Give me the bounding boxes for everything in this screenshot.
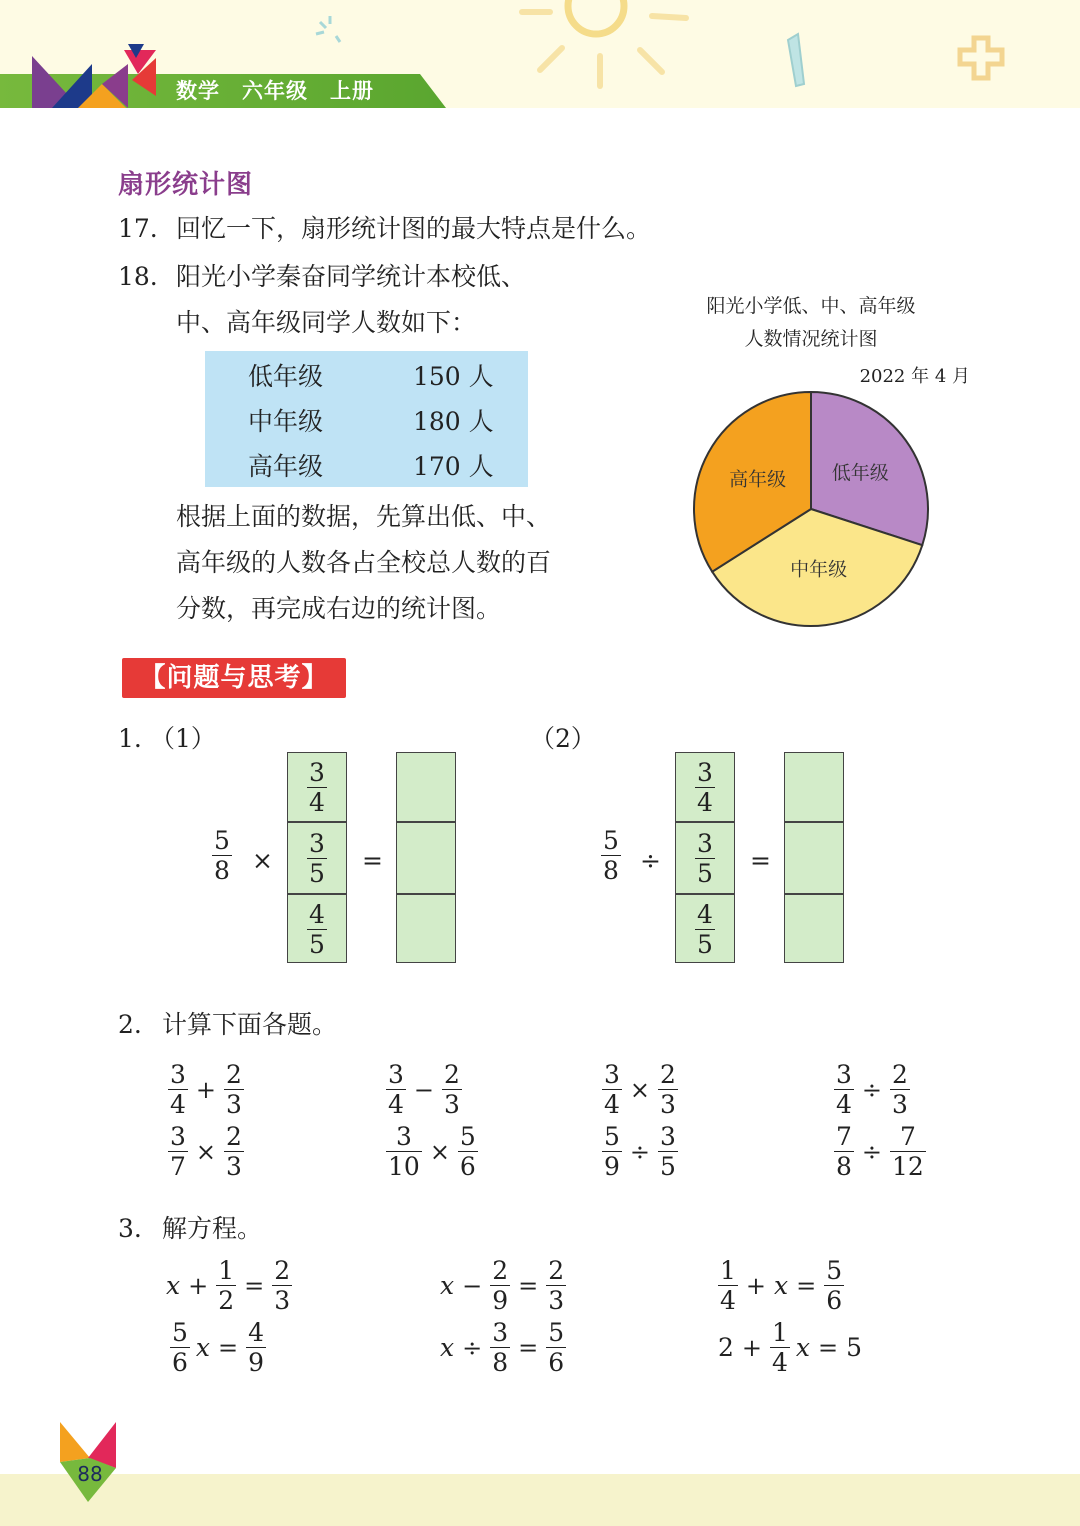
table-row: [205, 444, 528, 489]
q17-number: 17.: [118, 214, 158, 243]
numerator: 1: [772, 1318, 788, 1347]
calc-expression: [834, 1124, 926, 1179]
numerator: 3: [697, 829, 713, 858]
denominator: 4: [604, 1090, 620, 1119]
chart-date: 2022 年 4 月: [859, 366, 970, 387]
denominator: 4: [388, 1090, 404, 1119]
denominator: 3: [660, 1090, 676, 1119]
numerator: 3: [836, 1060, 852, 1089]
denominator: 12: [892, 1152, 924, 1181]
numerator: 3: [697, 758, 713, 787]
denominator: 4: [697, 788, 713, 817]
equals-sign: =: [218, 1333, 239, 1362]
book-title: 数学 六年级 上册: [176, 79, 374, 103]
denominator: 3: [548, 1286, 565, 1315]
denominator: 6: [826, 1286, 843, 1315]
calc-expression: [834, 1062, 910, 1117]
operator: ×: [629, 1075, 651, 1104]
footer-band: [0, 1474, 1080, 1526]
numerator: 5: [214, 826, 230, 855]
variable: x: [795, 1333, 811, 1362]
denominator: 2: [218, 1286, 235, 1315]
equals-sign: =: [362, 846, 383, 875]
numerator: 5: [603, 826, 619, 855]
tangram-logo-icon: [32, 44, 162, 108]
count-cell: 150 人: [413, 362, 494, 391]
p1-number: 1.: [118, 724, 142, 753]
variable: x: [166, 1271, 181, 1300]
equation: [440, 1258, 566, 1313]
numerator: 3: [309, 829, 325, 858]
chart-title-line1: 阳光小学低、中、高年级: [706, 295, 916, 317]
numerator: 5: [826, 1256, 843, 1285]
calc-expression: [386, 1062, 462, 1117]
chart-title-line2: 人数情况统计图: [744, 328, 878, 350]
p3-number: 3.: [118, 1214, 142, 1243]
column-cell: [288, 895, 346, 963]
denominator: 6: [172, 1348, 188, 1377]
denominator: 8: [214, 856, 230, 885]
denominator: 6: [459, 1152, 476, 1181]
p1-left-fraction: [212, 828, 232, 883]
equation: [170, 1320, 266, 1375]
numerator: 3: [388, 1060, 404, 1089]
numerator: 7: [836, 1122, 852, 1151]
equation: [718, 1320, 862, 1375]
numerator: 2: [548, 1256, 565, 1285]
numerator: 4: [697, 899, 713, 929]
denominator: 3: [226, 1152, 242, 1181]
numerator: 3: [660, 1122, 676, 1151]
denominator: 5: [660, 1152, 676, 1181]
denominator: 10: [388, 1152, 420, 1181]
denominator: 9: [604, 1152, 620, 1181]
constant: 2: [718, 1333, 734, 1362]
equals-sign: =: [750, 846, 771, 875]
variable: x: [440, 1271, 455, 1300]
numerator: 2: [226, 1122, 242, 1151]
equals-sign: =: [796, 1271, 817, 1300]
numerator: 5: [172, 1318, 188, 1347]
numerator: 2: [492, 1256, 509, 1285]
grade-cell: 中年级: [248, 407, 324, 436]
constant: 5: [846, 1333, 863, 1362]
numerator: 5: [548, 1318, 565, 1347]
denominator: 8: [836, 1152, 852, 1181]
operator: ÷: [462, 1333, 483, 1362]
answer-column: [784, 752, 844, 963]
operator: ÷: [629, 1137, 651, 1166]
numerator: 1: [218, 1256, 235, 1285]
column-cell: [676, 823, 734, 894]
p1-part1: （1）: [150, 724, 216, 753]
answer-column: [396, 752, 456, 963]
denominator: 5: [697, 929, 713, 959]
p3-text: 解方程。: [162, 1214, 263, 1243]
calc-expression: [168, 1124, 244, 1179]
equals-sign: =: [518, 1271, 539, 1300]
operator: ÷: [861, 1137, 883, 1166]
q18-number: 18.: [118, 262, 158, 291]
count-cell: 180 人: [413, 407, 494, 436]
numerator: 2: [226, 1060, 242, 1089]
table-row: [205, 399, 528, 444]
variable: x: [774, 1271, 789, 1300]
denominator: 5: [697, 859, 713, 888]
operator: +: [741, 1333, 763, 1362]
denominator: 4: [836, 1090, 852, 1119]
denominator: 3: [274, 1286, 291, 1315]
q18-after-line: 高年级的人数各占全校总人数的百: [176, 548, 552, 577]
chart-title: [670, 290, 952, 356]
slice-label: 高年级: [729, 468, 787, 491]
denominator: 3: [226, 1090, 242, 1119]
operator: +: [745, 1271, 767, 1300]
q18-after-line: 根据上面的数据，先算出低、中、: [176, 502, 552, 531]
calc-expression: [602, 1124, 678, 1179]
equation: [718, 1258, 844, 1313]
slice-label: 中年级: [790, 558, 848, 581]
numerator: 2: [274, 1256, 291, 1285]
column-cell: [676, 753, 734, 822]
denominator: 9: [248, 1348, 265, 1377]
operator: −: [462, 1271, 483, 1300]
p2-number: 2.: [118, 1010, 142, 1039]
column-cell: [288, 753, 346, 822]
numerator: 7: [899, 1122, 916, 1151]
numerator: 1: [720, 1256, 736, 1285]
numerator: 5: [459, 1122, 476, 1151]
divide-operator: ÷: [640, 846, 661, 875]
grade-cell: 高年级: [248, 452, 324, 481]
calc-expression: [168, 1062, 244, 1117]
column-cell: [288, 823, 346, 894]
numerator: 3: [395, 1122, 412, 1151]
slice-label: 低年级: [831, 462, 889, 485]
calc-expression: [602, 1062, 678, 1117]
operator: +: [188, 1271, 209, 1300]
q18-after-line: 分数，再完成右边的统计图。: [176, 594, 502, 623]
operator: −: [413, 1075, 435, 1104]
variable: x: [195, 1333, 211, 1362]
equation: [166, 1258, 292, 1313]
equation: [440, 1320, 566, 1375]
denominator: 8: [492, 1348, 509, 1377]
q18-line2: 中、高年级同学人数如下：: [176, 308, 477, 337]
table-row: [205, 354, 528, 399]
denominator: 4: [772, 1348, 788, 1377]
section-title: 扇形统计图: [118, 170, 254, 200]
times-operator: ×: [252, 846, 273, 875]
p1-part2: （2）: [530, 724, 596, 753]
numerator: 3: [309, 758, 325, 787]
grade-cell: 低年级: [248, 362, 324, 391]
operator: ÷: [861, 1075, 883, 1104]
pie-chart: [690, 388, 934, 632]
denominator: 6: [548, 1348, 565, 1377]
numerator: 3: [604, 1060, 620, 1089]
operator: ×: [429, 1137, 450, 1166]
denominator: 4: [309, 788, 325, 817]
p1-left-fraction: [601, 828, 621, 883]
denominator: 7: [170, 1152, 186, 1181]
numerator: 4: [248, 1318, 265, 1347]
denominator: 3: [892, 1090, 908, 1119]
equals-sign: =: [818, 1333, 839, 1362]
denominator: 9: [492, 1286, 509, 1315]
count-cell: 170 人: [413, 452, 494, 481]
q17-text: 回忆一下，扇形统计图的最大特点是什么。: [176, 214, 652, 243]
q18-line1: 阳光小学秦奋同学统计本校低、: [176, 262, 527, 291]
numerator: 4: [309, 899, 325, 929]
numerator: 3: [492, 1318, 509, 1347]
calc-expression: [386, 1124, 478, 1179]
column-cell: [676, 895, 734, 963]
denominator: 5: [309, 929, 325, 959]
denominator: 4: [170, 1090, 186, 1119]
fraction-column: [287, 752, 347, 963]
denominator: 3: [444, 1090, 460, 1119]
equals-sign: =: [244, 1271, 265, 1300]
numerator: 3: [170, 1060, 186, 1089]
data-table: [205, 351, 528, 487]
numerator: 2: [892, 1060, 908, 1089]
denominator: 8: [603, 856, 619, 885]
fraction-column: [675, 752, 735, 963]
operator: +: [195, 1075, 217, 1104]
variable: x: [440, 1333, 455, 1362]
page-number: 88: [77, 1462, 103, 1486]
think-label: 【问题与思考】: [139, 663, 329, 693]
numerator: 5: [604, 1122, 620, 1151]
denominator: 4: [720, 1286, 736, 1315]
numerator: 2: [660, 1060, 676, 1089]
denominator: 5: [309, 859, 325, 888]
operator: ×: [195, 1137, 217, 1166]
numerator: 3: [170, 1122, 186, 1151]
p2-text: 计算下面各题。: [162, 1010, 338, 1039]
numerator: 2: [444, 1060, 460, 1089]
equals-sign: =: [518, 1333, 539, 1362]
